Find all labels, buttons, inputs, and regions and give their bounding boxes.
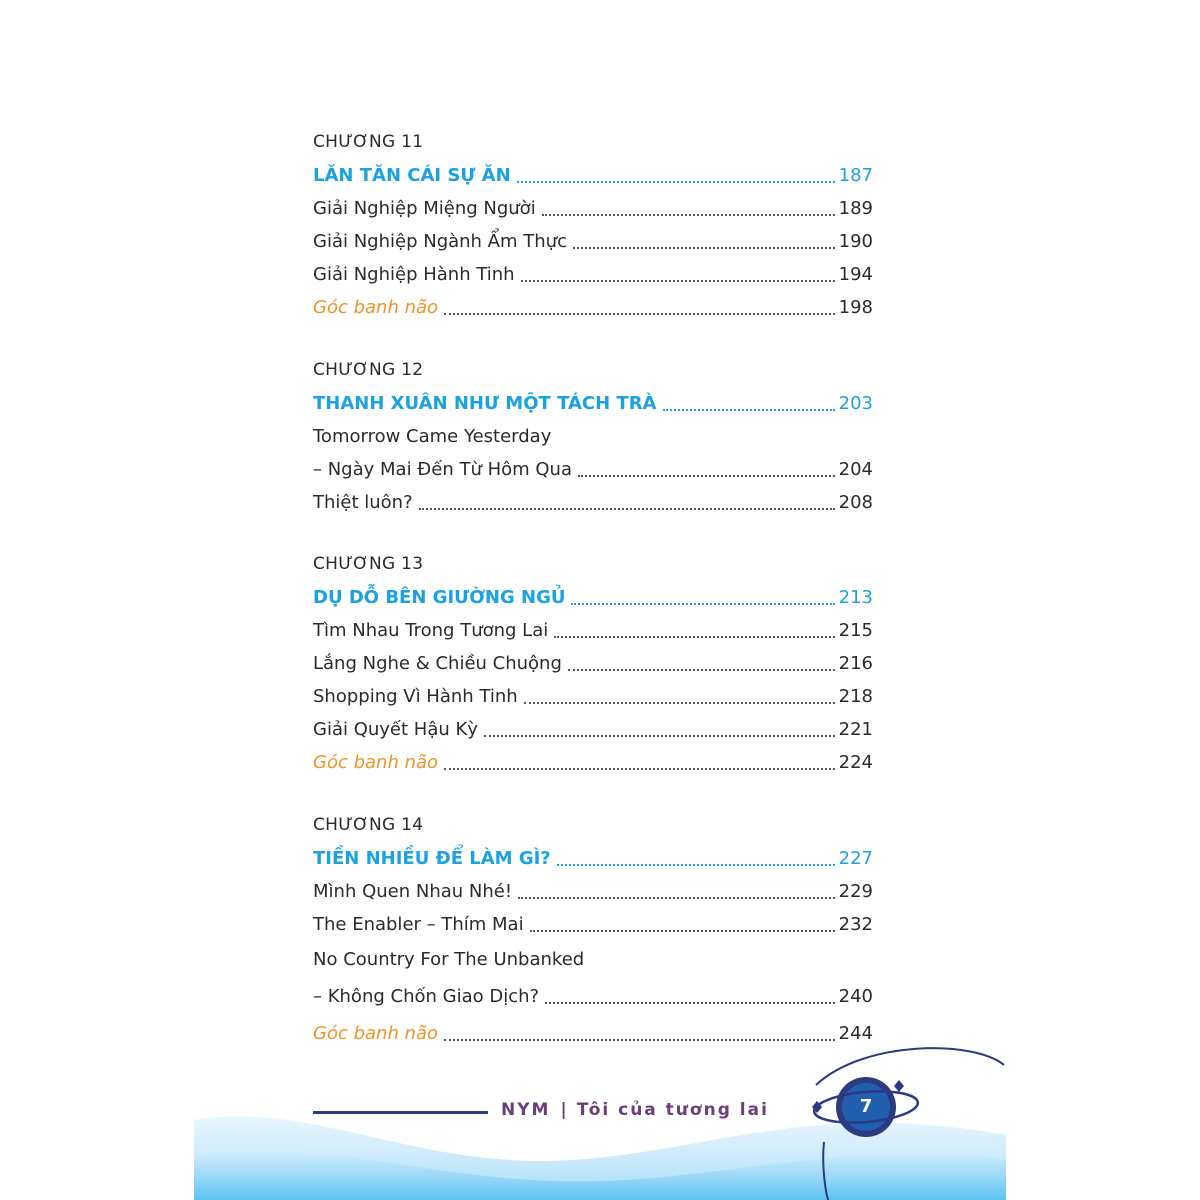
entry-title: Thiệt luôn? (313, 492, 413, 513)
entry-title: Góc banh não (313, 752, 439, 773)
toc-entry[interactable] (313, 680, 873, 713)
page-ref: 204 (838, 459, 873, 480)
page-ref: 203 (838, 393, 873, 414)
page-ref: 244 (838, 1023, 873, 1044)
diamond-icon (810, 1100, 824, 1114)
page-ref: 194 (838, 264, 873, 285)
dot-leader (663, 409, 835, 411)
footer-rule (313, 1111, 488, 1114)
entry-title: Giải Nghiệp Hành Tinh (313, 264, 515, 285)
entry-title: Giải Nghiệp Miệng Người (313, 198, 536, 219)
toc-entry[interactable] (313, 258, 873, 291)
chapter-block (313, 354, 873, 519)
entry-title: Góc banh não (313, 297, 439, 318)
chapter-title-entry[interactable] (313, 581, 873, 614)
chapter-title-entry[interactable] (313, 842, 873, 875)
chapter-block (313, 809, 873, 1052)
chapter-title-entry[interactable] (313, 387, 873, 420)
toc-entry[interactable] (313, 941, 873, 978)
toc-entry[interactable] (313, 486, 873, 519)
chapter-title: THANH XUÂN NHƯ MỘT TÁCH TRÀ (313, 393, 657, 414)
page-ref: 213 (838, 587, 873, 608)
dot-leader (518, 897, 835, 899)
toc-entry[interactable] (313, 875, 873, 908)
page-ref: 189 (838, 198, 873, 219)
page-ref: 215 (838, 620, 873, 641)
chapter-block (313, 126, 873, 324)
chapter-title: DỤ DỖ BÊN GIƯỜNG NGỦ (313, 587, 566, 608)
page-ref: 208 (838, 492, 873, 513)
dot-leader (524, 702, 835, 704)
chapter-title-entry[interactable] (313, 159, 873, 192)
dot-leader (521, 280, 835, 282)
entry-title: No Country For The Unbanked (313, 949, 585, 970)
entry-title: – Không Chốn Giao Dịch? (313, 986, 540, 1007)
page-ref: 198 (838, 297, 873, 318)
dot-leader (444, 768, 835, 770)
toc-entry[interactable] (313, 192, 873, 225)
table-of-contents (194, 0, 1006, 1060)
toc-entry[interactable] (313, 908, 873, 941)
toc-entry[interactable] (313, 978, 873, 1015)
entry-title: Tomorrow Came Yesterday (313, 426, 552, 447)
page-ref: 229 (838, 881, 873, 902)
dot-leader (568, 669, 835, 671)
entry-title: Giải Quyết Hậu Kỳ (313, 719, 478, 740)
footer-separator: | (560, 1100, 567, 1120)
dot-leader (545, 1002, 835, 1004)
entry-title: Mình Quen Nhau Nhé! (313, 881, 513, 902)
entry-title: Tìm Nhau Trong Tương Lai (313, 620, 549, 641)
chapter-label: CHƯƠNG 11 (313, 132, 424, 152)
dot-leader (554, 636, 834, 638)
running-footer (501, 1095, 769, 1125)
entry-title: The Enabler – Thím Mai (313, 914, 524, 935)
dot-leader (530, 930, 835, 932)
footer-author: NYM (501, 1100, 551, 1120)
entry-title: Shopping Vì Hành Tinh (313, 686, 518, 707)
page-ref: 216 (838, 653, 873, 674)
dot-leader (517, 181, 835, 183)
page-ref: 227 (838, 848, 873, 869)
page-ref: 232 (838, 914, 873, 935)
page-ref: 221 (838, 719, 873, 740)
chapter-label: CHƯƠNG 14 (313, 815, 424, 835)
dot-leader (542, 214, 835, 216)
dot-leader (573, 247, 835, 249)
dot-leader (419, 508, 835, 510)
dot-leader (557, 864, 835, 866)
dot-leader (484, 735, 835, 737)
toc-entry[interactable] (313, 453, 873, 486)
book-page (194, 0, 1006, 1200)
dot-leader (578, 475, 835, 477)
orbit-planet-icon (804, 1045, 1006, 1200)
chapter-label: CHƯƠNG 13 (313, 554, 424, 574)
toc-entry[interactable] (313, 614, 873, 647)
footer-book-title: Tôi của tương lai (576, 1100, 769, 1120)
entry-title: Giải Nghiệp Ngành Ẩm Thực (313, 231, 567, 252)
page-ref: 224 (838, 752, 873, 773)
toc-entry[interactable] (313, 746, 873, 779)
page-number: 7 (859, 1096, 873, 1117)
entry-title: – Ngày Mai Đến Từ Hôm Qua (313, 459, 572, 480)
chapter-title: TIỀN NHIỀU ĐỂ LÀM GÌ? (313, 848, 551, 869)
toc-entry[interactable] (313, 713, 873, 746)
chapter-label: CHƯƠNG 12 (313, 360, 424, 380)
entry-title: Lắng Nghe & Chiều Chuộng (313, 653, 562, 674)
chapter-block (313, 548, 873, 779)
page-ref: 218 (838, 686, 873, 707)
toc-entry[interactable] (313, 291, 873, 324)
page-ref: 187 (838, 165, 873, 186)
page-ref: 240 (838, 986, 873, 1007)
toc-entry[interactable] (313, 420, 873, 453)
toc-entry[interactable] (313, 225, 873, 258)
page-ref: 190 (838, 231, 873, 252)
dot-leader (444, 313, 835, 315)
entry-title: Góc banh não (313, 1023, 439, 1044)
dot-leader (571, 603, 834, 605)
chapter-title: LĂN TĂN CÁI SỰ ĂN (313, 165, 511, 186)
toc-entry[interactable] (313, 647, 873, 680)
